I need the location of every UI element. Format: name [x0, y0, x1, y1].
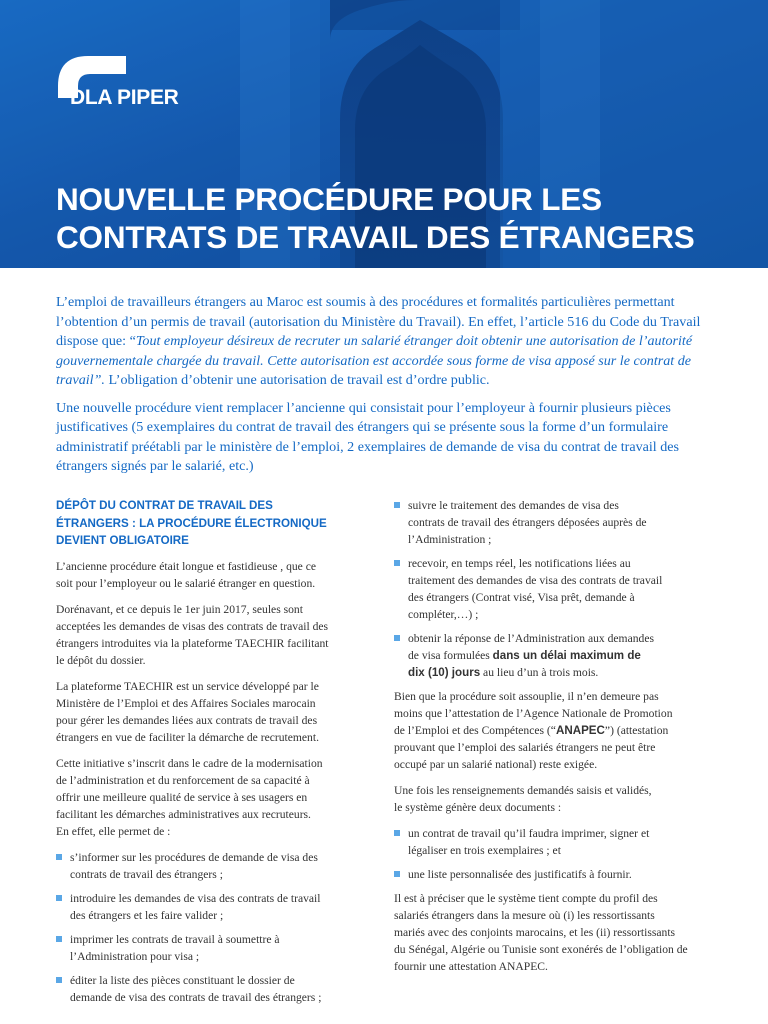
paragraph: La plateforme TAECHIR est un service développé par le Ministère de l’Emploi et des Affaires Sociales marocain pour gérer les demandes liées aux contrats de travail des étrangers en vue de faciliter la démarche de recrutement. — [56, 679, 319, 744]
list-item: imprimer les contrats de travail à soumettre à l’Administration pour visa ; — [56, 931, 374, 965]
section-heading: DÉPÔT DU CONTRAT DE TRAVAIL DES ÉTRANGERS : LA PROCÉDURE ÉLECTRONIQUE DEVIENT OBLIGATOIRE — [56, 499, 327, 547]
logo-text: DLA PIPER — [70, 86, 179, 109]
list-item: une liste personnalisée des justificatifs à fournir. — [394, 866, 714, 883]
title-line: NOUVELLE PROCÉDURE POUR LES — [56, 181, 602, 217]
page-title — [56, 180, 756, 256]
intro-paragraph-1: L’emploi de travailleurs étrangers au Maroc est soumis à des procédures et formalités particulières permettant l’obtention d’un permis de travail (autorisation du Ministère du Travail). En effet, l’article 516 du Code du Travail dispose que: “Tout employeur désireux de recruter un salarié étranger doit obtenir une autorisation de l’autorité gouvernementale chargée du travail. Cette autorisation est accordée sous forme de visa apposé sur le contrat de travail”. L’obligation d’obtenir une autorisation de travail est d’ordre public. — [56, 294, 701, 388]
title-line: CONTRATS DE TRAVAIL DES ÉTRANGERS — [56, 219, 695, 255]
header-banner — [0, 0, 768, 268]
paragraph: Il est à préciser que le système tient compte du profil des salariés étrangers dans la mesure où (i) les ressortissants mariés avec des conjoints marocains, et les (ii) ressortissants du Sénégal, Algérie ou Tunisie sont exonérés de l’obligation de fournir une attestation ANAPEC. — [394, 892, 688, 973]
paragraph: Cette initiative s’inscrit dans le cadre de la modernisation de l’administration et du renforcement de sa capacité à offrir une meilleure qualité de service à ses usagers en facilitant les démarches administratives aux recruteurs. En effet, elle permet de : — [56, 756, 323, 838]
intro-section — [56, 293, 716, 485]
article-quote: Tout employeur désireux de recruter un salarié étranger doit obtenir une autorisation de l’autorité gouvernementale chargée du travail. Cette autorisation est accordée sous forme de visa apposé sur le contrat de travail”. — [56, 333, 693, 388]
list-item: un contrat de travail qu’il faudra imprimer, signer et légaliser en trois exemplaires ; et — [394, 825, 714, 859]
bullet-list — [394, 497, 714, 681]
intro-paragraph-2: Une nouvelle procédure vient remplacer l’ancienne qui consistait pour l’employeur à fournir plusieurs pièces justificatives (5 exemplaires du contrat de travail des étrangers qui se présente sous la forme d’un formulaire administratif préétabli par le ministère de l’emploi, 2 exemplaires de demande de visa du contrat de travail des étrangers signés par le salarié, etc.) — [56, 399, 680, 474]
list-item: suivre le traitement des demandes de visa des contrats de travail des étrangers déposées auprès de l’Administration ; — [394, 497, 714, 548]
list-item: recevoir, en temps réel, les notifications liées au traitement des demandes de visa des contrats de travail des étrangers (Contrat visé, Visa prêt, demande à compléter,…) ; — [394, 555, 714, 623]
paragraph: L’ancienne procédure était longue et fastidieuse , que ce soit pour l’employeur ou le salarié étranger en question. — [56, 559, 316, 590]
left-column — [56, 497, 374, 1013]
list-item: s’informer sur les procédures de demande de visa des contrats de travail des étrangers ; — [56, 849, 374, 883]
list-item: obtenir la réponse de l’Administration aux demandes de visa formulées dans un délai maximum de dix (10) jours au lieu d’un à trois mois. — [394, 630, 714, 681]
list-item: éditer la liste des pièces constituant le dossier de demande de visa des contrats de travail des étrangers ; — [56, 972, 374, 1006]
paragraph: Une fois les renseignements demandés saisis et validés, le système génère deux documents : — [394, 784, 652, 814]
bullet-list — [56, 849, 374, 1006]
right-column — [394, 497, 714, 984]
bullet-list — [394, 825, 714, 883]
paragraph: Bien que la procédure soit assouplie, il n’en demeure pas moins que l’attestation de l’Agence Nationale de Promotion de l’Emploi et des Compétences (“ANAPEC”) (attestation prouvant que l’emploi des salariés étrangers ne peut être occupé par un salarié national) reste exigée. — [394, 690, 673, 771]
paragraph: Dorénavant, et ce depuis le 1er juin 2017, seules sont acceptées les demandes de visas des contrats de travail des étrangers introduites via la plateforme TAECHIR facilitant le dépôt du dossier. — [56, 602, 329, 667]
list-item: introduire les demandes de visa des contrats de travail des étrangers et les faire valider ; — [56, 890, 374, 924]
